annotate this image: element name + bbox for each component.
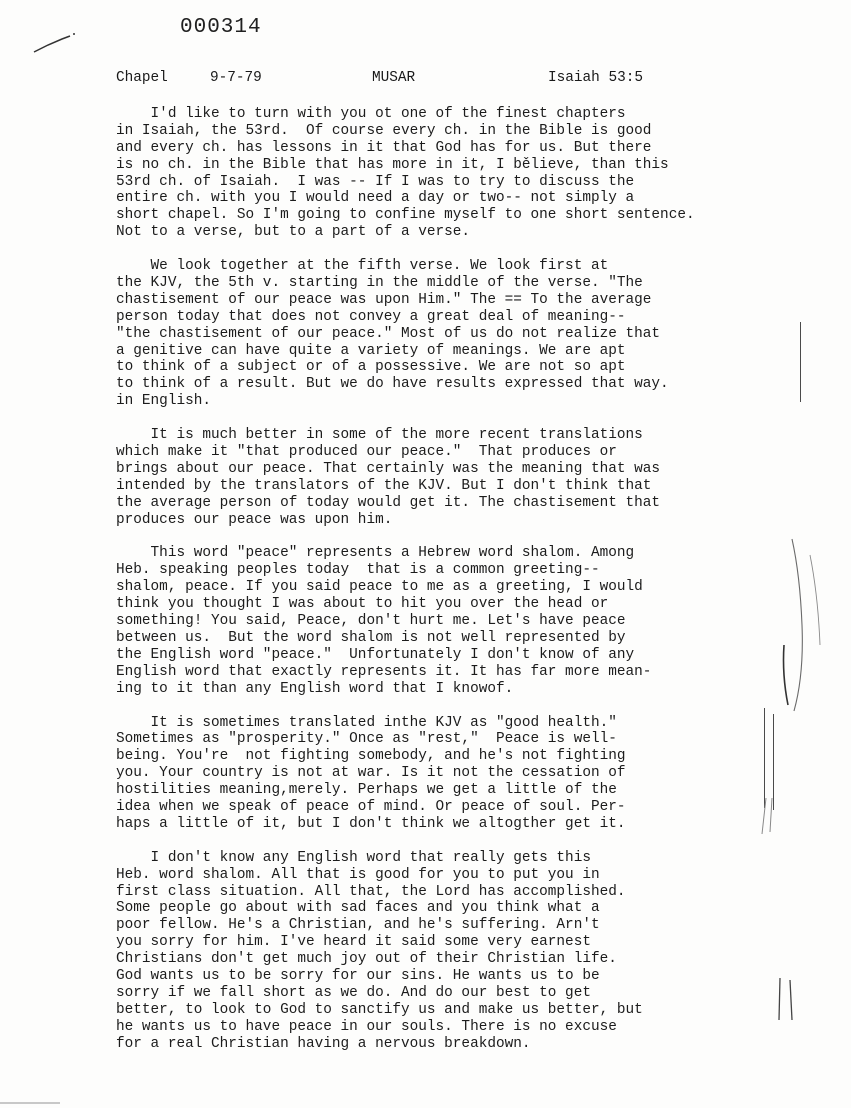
text-line: ing to it than any English word that I knowof. <box>116 680 514 697</box>
text-line: English word that exactly represents it. It has far more mean- <box>116 663 652 680</box>
paragraph <box>116 715 816 833</box>
sermon-transcript <box>116 106 816 1069</box>
text-line: the average person of today would get it. The chastisement that <box>116 494 661 511</box>
margin-mark <box>764 708 765 808</box>
text-line: and every ch. has lessons in it that God has for us. But there <box>116 139 652 156</box>
paragraph <box>116 427 816 528</box>
text-line: brings about our peace. That certainly was the meaning that was <box>116 460 661 477</box>
text-line: for a real Christian having a nervous breakdown. <box>116 1035 531 1052</box>
text-line: better, to look to God to sanctify us and make us better, but <box>116 1001 643 1018</box>
text-line: Heb. word shalom. All that is good for you to put you in <box>116 866 600 883</box>
text-line: God wants us to be sorry for our sins. He wants us to be <box>116 967 600 984</box>
header-date: 9-7-79 <box>210 70 262 86</box>
text-line: he wants us to have peace in our souls. There is no excuse <box>116 1018 617 1035</box>
margin-mark-faint <box>758 796 778 836</box>
text-line: We look together at the fifth verse. We look first at <box>116 258 609 275</box>
text-line: is no ch. in the Bible that has more in it, I bělieve, than this <box>116 156 669 173</box>
text-line: produces our peace was upon him. <box>116 511 393 528</box>
text-line: poor fellow. He's a Christian, and he's suffering. Arn't <box>116 917 600 934</box>
text-line: intended by the translators of the KJV. But I don't think that <box>116 477 652 494</box>
text-line: in English. <box>116 393 211 410</box>
text-line: entire ch. with you I would need a day or two-- not simply a <box>116 190 635 207</box>
margin-mark-double <box>774 976 798 1022</box>
text-line: you sorry for him. I've heard it said some very earnest <box>116 934 591 951</box>
text-line: in Isaiah, the 53rd. Of course every ch. in the Bible is good <box>116 122 652 139</box>
text-line: the KJV, the 5th v. starting in the middle of the verse. "The <box>116 275 643 292</box>
text-line: the English word "peace." Unfortunately I don't know of any <box>116 646 635 663</box>
header-label: Chapel <box>116 70 168 86</box>
paragraph <box>116 258 816 410</box>
text-line: Sometimes as "prosperity." Once as "rest," Peace is well- <box>116 731 617 748</box>
paragraph <box>116 850 816 1053</box>
text-line: Not to a verse, but to a part of a verse. <box>116 224 471 241</box>
header-topic: MUSAR <box>372 70 416 86</box>
text-line: which make it "that produced our peace." That produces or <box>116 444 617 461</box>
text-line: I don't know any English word that really gets this <box>116 849 591 866</box>
margin-bracket-mark <box>770 535 830 715</box>
text-line: sorry if we fall short as we do. And do our best to get <box>116 984 591 1001</box>
text-line: person today that does not convey a great deal of meaning-- <box>116 308 626 325</box>
text-line: something! You said, Peace, don't hurt me. Let's have peace <box>116 613 626 630</box>
paragraph <box>116 545 816 697</box>
text-line: a genitive can have quite a variety of meanings. We are apt <box>116 342 626 359</box>
text-line: 53rd ch. of Isaiah. I was -- If I was to try to discuss the <box>116 173 635 190</box>
text-line: between us. But the word shalom is not well represented by <box>116 629 626 646</box>
text-line: short chapel. So I'm going to confine myself to one short sentence. <box>116 207 695 224</box>
text-line: first class situation. All that, the Lord has accomplished. <box>116 883 626 900</box>
text-line: being. You're not fighting somebody, and he's not fighting <box>116 748 626 765</box>
text-line: Christians don't get much joy out of their Christian life. <box>116 951 617 968</box>
scan-edge-mark <box>0 1102 60 1104</box>
text-line: to think of a subject or of a possessive. We are not so apt <box>116 359 626 376</box>
paragraph <box>116 106 816 241</box>
text-line: "the chastisement of our peace." Most of us do not realize that <box>116 325 661 342</box>
text-line: chastisement of our peace was upon Him." The == To the average <box>116 291 652 308</box>
text-line: you. Your country is not at war. Is it not the cessation of <box>116 765 626 782</box>
pen-stroke-mark <box>30 30 80 60</box>
text-line: idea when we speak of peace of mind. Or peace of soul. Per- <box>116 798 626 815</box>
margin-mark <box>800 322 801 402</box>
text-line: to think of a result. But we do have results expressed that way. <box>116 376 669 393</box>
text-line: It is sometimes translated inthe KJV as "good health." <box>116 714 617 731</box>
text-line: Heb. speaking peoples today that is a common greeting-- <box>116 562 600 579</box>
text-line: Some people go about with sad faces and you think what a <box>116 900 600 917</box>
text-line: haps a little of it, but I don't think we altogther get it. <box>116 815 626 832</box>
text-line: hostilities meaning,merely. Perhaps we get a little of the <box>116 782 617 799</box>
text-line: think you thought I was about to hit you over the head or <box>116 596 609 613</box>
text-line: I'd like to turn with you ot one of the finest chapters <box>116 106 626 122</box>
document-number: 000314 <box>180 16 262 39</box>
header-scripture-reference: Isaiah 53:5 <box>548 70 643 86</box>
text-line: This word "peace" represents a Hebrew word shalom. Among <box>116 545 635 562</box>
text-line: shalom, peace. If you said peace to me as a greeting, I would <box>116 579 643 596</box>
text-line: It is much better in some of the more recent translations <box>116 427 643 444</box>
